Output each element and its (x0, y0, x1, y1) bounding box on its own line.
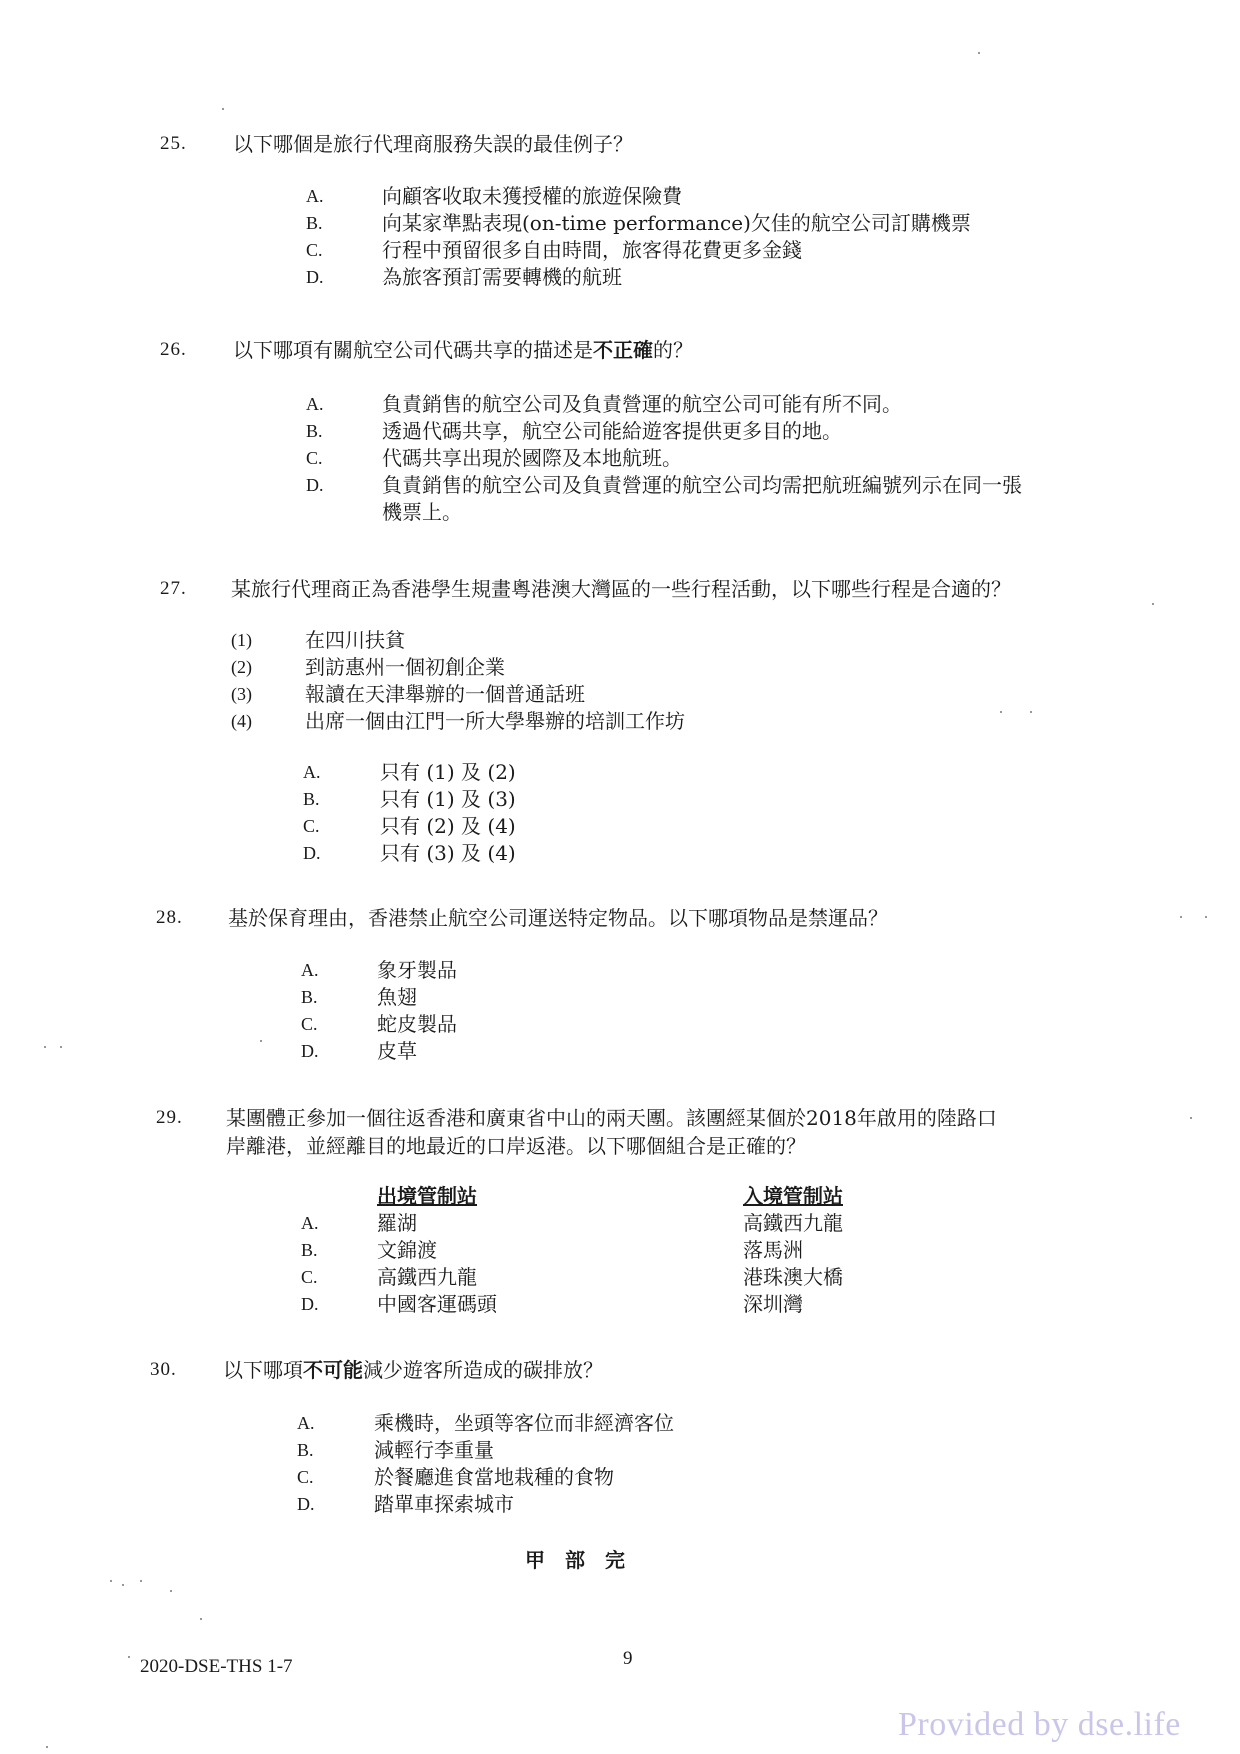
question-stem (223, 1357, 603, 1383)
column-header-entry: 入境管制站 (743, 1184, 843, 1208)
option-entry: 深圳灣 (743, 1292, 803, 1316)
question-stem-line-1: 某團體正參加一個往返香港和廣東省中山的兩天團。該團經某個於2018年啟用的陸路口 (226, 1106, 997, 1130)
option-exit: 羅湖 (377, 1211, 417, 1235)
option-letter: B. (297, 1440, 314, 1460)
option-text: 象牙製品 (377, 958, 457, 982)
option-text: 只有 (2) 及 (4) (380, 814, 516, 838)
statement-text: 到訪惠州一個初創企業 (305, 655, 505, 679)
option-entry: 落馬洲 (743, 1238, 803, 1262)
page-number: 9 (623, 1648, 633, 1669)
option-text: 行程中預留很多自由時間，旅客得花費更多金錢 (382, 238, 802, 262)
option-letter: C. (306, 448, 323, 468)
question-number: 27. (160, 578, 187, 599)
stem-text: 以下哪項有關航空公司代碼共享的描述是 (233, 338, 593, 362)
stem-text: 以下哪項 (223, 1358, 303, 1382)
statement-label: (3) (231, 684, 252, 704)
option-text: 蛇皮製品 (377, 1012, 457, 1036)
option-letter: B. (301, 987, 318, 1007)
question-stem (233, 337, 693, 363)
stem-text: 的？ (653, 338, 693, 362)
option-letter: D. (306, 475, 324, 495)
option-text: 負責銷售的航空公司及負責營運的航空公司均需把航班編號列示在同一張 (382, 473, 1022, 497)
option-letter: C. (306, 240, 323, 260)
section-end-label: 甲部完 (525, 1548, 645, 1572)
option-exit: 高鐵西九龍 (377, 1265, 477, 1289)
option-text: 代碼共享出現於國際及本地航班。 (382, 446, 682, 470)
option-text: 皮草 (377, 1039, 417, 1063)
option-letter: C. (301, 1014, 318, 1034)
option-letter: B. (303, 789, 320, 809)
stem-emphasis: 不可能 (303, 1358, 363, 1382)
statement-text: 出席一個由江門一所大學舉辦的培訓工作坊 (305, 709, 685, 733)
watermark: Provided by dse.life (898, 1706, 1181, 1743)
column-header-exit: 出境管制站 (377, 1184, 477, 1208)
option-text: 向顧客收取未獲授權的旅遊保險費 (382, 184, 682, 208)
option-text: 魚翅 (377, 985, 417, 1009)
option-letter: D. (306, 267, 324, 287)
option-letter: C. (303, 816, 320, 836)
statement-label: (2) (231, 657, 252, 677)
stem-emphasis: 不正確 (593, 338, 653, 362)
option-text: 踏單車探索城市 (374, 1492, 514, 1516)
question-number: 29. (156, 1107, 183, 1128)
question-number: 30. (150, 1359, 177, 1380)
question-stem: 以下哪個是旅行代理商服務失誤的最佳例子？ (233, 132, 633, 156)
option-text: 減輕行李重量 (374, 1438, 494, 1462)
option-text: 向某家準點表現(on-time performance)欠佳的航空公司訂購機票 (382, 211, 971, 235)
option-letter: D. (303, 843, 321, 863)
paper-code: 2020-DSE-THS 1-7 (140, 1656, 293, 1677)
option-letter: D. (301, 1041, 319, 1061)
question-number: 26. (160, 339, 187, 360)
option-letter: D. (297, 1494, 315, 1514)
option-letter: A. (306, 186, 324, 206)
option-text: 透過代碼共享，航空公司能給遊客提供更多目的地。 (382, 419, 842, 443)
option-text: 只有 (1) 及 (2) (380, 760, 516, 784)
option-text: 乘機時，坐頭等客位而非經濟客位 (374, 1411, 674, 1435)
question-stem: 基於保育理由，香港禁止航空公司運送特定物品。以下哪項物品是禁運品？ (228, 906, 888, 930)
question-stem: 某旅行代理商正為香港學生規畫粵港澳大灣區的一些行程活動，以下哪些行程是合適的？ (231, 577, 1011, 601)
option-text-continued: 機票上。 (382, 500, 462, 524)
option-letter: B. (306, 213, 323, 233)
option-entry: 港珠澳大橋 (743, 1265, 843, 1289)
statement-text: 在四川扶貧 (305, 628, 405, 652)
option-letter: A. (303, 762, 321, 782)
statement-label: (4) (231, 711, 252, 731)
option-letter: B. (306, 421, 323, 441)
option-letter: C. (297, 1467, 314, 1487)
question-number: 25. (160, 133, 187, 154)
question-number: 28. (156, 907, 183, 928)
statement-text: 報讀在天津舉辦的一個普通話班 (305, 682, 585, 706)
option-exit: 中國客運碼頭 (377, 1292, 497, 1316)
option-text: 只有 (3) 及 (4) (380, 841, 516, 865)
option-letter: A. (297, 1413, 315, 1433)
option-text: 負責銷售的航空公司及負責營運的航空公司可能有所不同。 (382, 392, 902, 416)
statement-label: (1) (231, 630, 252, 650)
option-text: 為旅客預訂需要轉機的航班 (382, 265, 622, 289)
option-text: 於餐廳進食當地栽種的食物 (374, 1465, 614, 1489)
option-letter: D. (301, 1294, 319, 1314)
option-letter: A. (301, 960, 319, 980)
option-letter: C. (301, 1267, 318, 1287)
stem-text: 減少遊客所造成的碳排放？ (363, 1358, 603, 1382)
option-letter: A. (301, 1213, 319, 1233)
question-stem-line-2: 岸離港，並經離目的地最近的口岸返港。以下哪個組合是正確的？ (226, 1134, 806, 1158)
option-entry: 高鐵西九龍 (743, 1211, 843, 1235)
option-letter: A. (306, 394, 324, 414)
option-exit: 文錦渡 (377, 1238, 437, 1262)
option-text: 只有 (1) 及 (3) (380, 787, 516, 811)
option-letter: B. (301, 1240, 318, 1260)
